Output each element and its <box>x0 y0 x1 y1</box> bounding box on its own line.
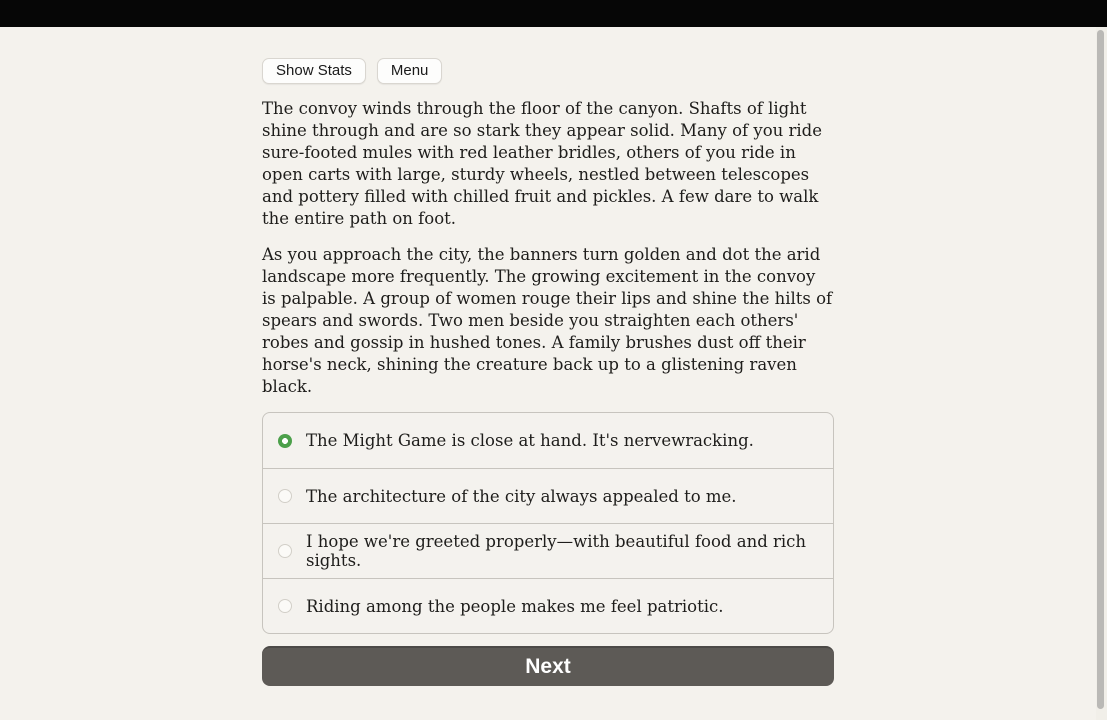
radio-icon[interactable] <box>278 544 292 558</box>
radio-selected-icon[interactable] <box>278 434 292 448</box>
scrollbar-track[interactable] <box>1096 27 1107 720</box>
choice-option-3[interactable] <box>263 523 833 578</box>
choice-option-label: The Might Game is close at hand. It's nervewracking. <box>306 431 754 450</box>
story-content-column <box>262 27 834 686</box>
scrollbar-thumb[interactable] <box>1097 30 1104 709</box>
show-stats-button[interactable]: Show Stats <box>262 58 366 84</box>
story-paragraph: As you approach the city, the banners turn golden and dot the arid landscape more frequently. The growing excitement in the convoy is palpable. A group of women rouge their lips and shine the hilts of spears and swords. Two men beside you straighten each others' robes and gossip in hushed tones. A family brushes dust off their horse's neck, shining the creature back up to a glistening raven black. <box>262 245 833 396</box>
choice-option-label: The architecture of the city always appealed to me. <box>306 486 737 506</box>
choice-option-2[interactable] <box>263 468 833 523</box>
choice-group <box>262 412 834 634</box>
story-text <box>262 98 834 398</box>
toolbar <box>262 58 834 84</box>
story-paragraph: The convoy winds through the floor of the canyon. Shafts of light shine through and are so stark they appear solid. Many of you ride sure-footed mules with red leather bridles, others of you ride in open carts with large, sturdy wheels, nestled between telescopes and pottery filled with chilled fruit and pickles. A few dare to walk the entire path on foot. <box>262 99 822 228</box>
choice-option-label: Riding among the people makes me feel patriotic. <box>306 596 724 616</box>
choice-option-4[interactable] <box>263 578 833 633</box>
radio-icon[interactable] <box>278 489 292 503</box>
choice-option-label: I hope we're greeted properly—with beautiful food and rich sights. <box>306 532 807 570</box>
top-black-bar <box>0 0 1107 27</box>
radio-icon[interactable] <box>278 599 292 613</box>
menu-button[interactable]: Menu <box>377 58 443 84</box>
choice-option-1[interactable] <box>263 413 833 468</box>
next-button[interactable]: Next <box>262 646 834 686</box>
